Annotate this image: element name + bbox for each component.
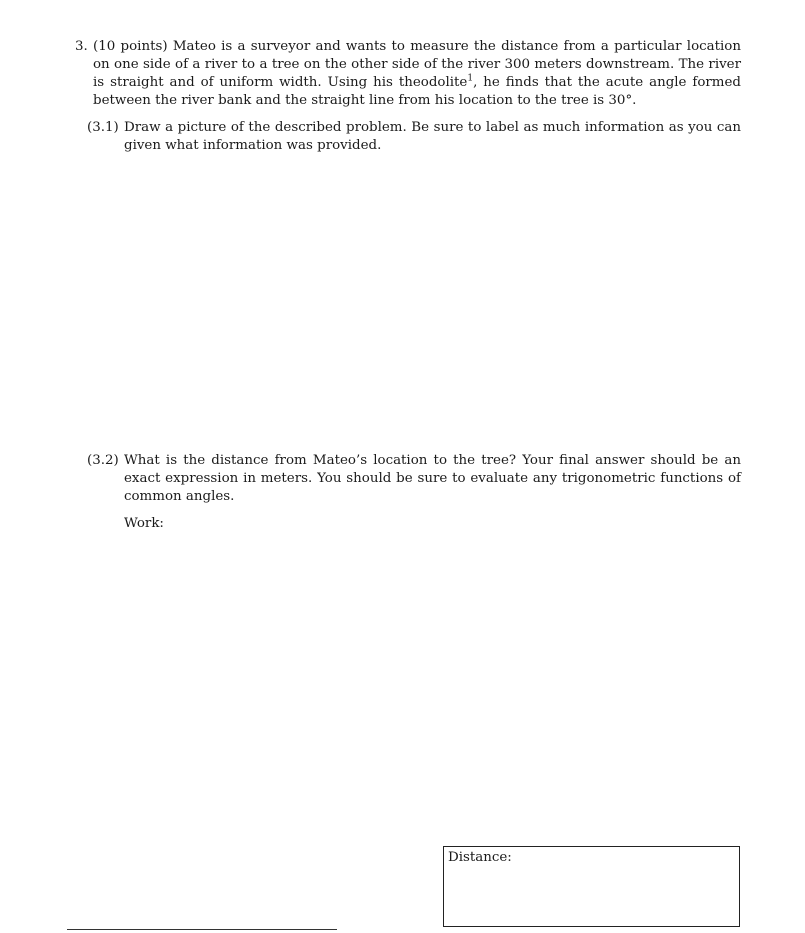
problem-points: (10 points)	[93, 39, 168, 54]
part-3-2-text: What is the distance from Mateo’s location to the tree? Your final answer should be an exact expression in meters. You should be sure to evaluate any trigonometric functions of common angles.	[124, 453, 741, 504]
problem-text: Mateo is a surveyor and wants to measure the distance from a particular location on one side of a river to a tree on the other side of the river 300 meters downstream. The river is straight and of uniform width. Using his theodolite	[93, 39, 741, 90]
distance-answer-box[interactable]	[443, 846, 740, 927]
problem-number: 3.	[75, 39, 88, 54]
problem-3	[75, 38, 741, 110]
problem-statement	[93, 38, 741, 110]
part-3-2-label: (3.2)	[87, 453, 119, 468]
distance-label: Distance:	[448, 850, 512, 865]
part-3-1	[87, 119, 741, 155]
part-3-1-label: (3.1)	[87, 120, 119, 135]
part-3-1-text: Draw a picture of the described problem. Be sure to label as much information as you can given what information was provided.	[124, 120, 741, 153]
problem-text-continued: , he finds that the acute angle formed between the river bank and the straight line from his location to the tree is 30°.	[93, 75, 741, 108]
work-label: Work:	[124, 516, 164, 531]
footnote-rule	[67, 929, 337, 930]
part-3-2	[87, 452, 741, 506]
footnote-mark: 1	[467, 73, 474, 84]
